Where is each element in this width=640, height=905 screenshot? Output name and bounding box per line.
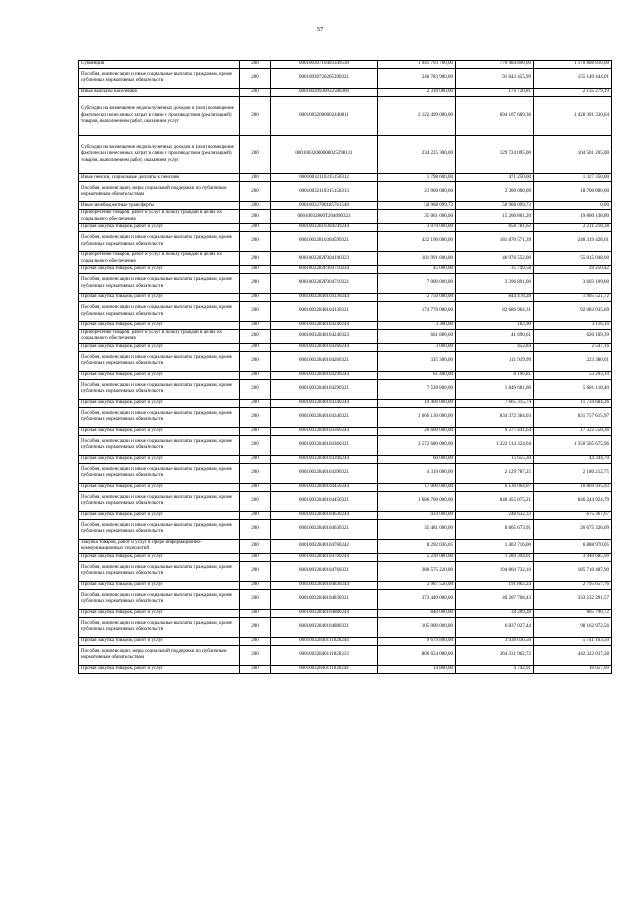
- table-row: [79, 301, 612, 321]
- table-row: [79, 637, 612, 645]
- row-budget-code-cell: 00010032000008025298111: [271, 135, 378, 174]
- table-row: [79, 427, 612, 435]
- row-admin-code-cell: 200: [240, 135, 271, 174]
- row-name-cell: Субвенции: [79, 61, 240, 69]
- row-executed-cell: 3 396 891,00: [456, 273, 534, 293]
- row-budget-code-cell: 00010032840104240244: [271, 322, 378, 330]
- row-approved-cell: 174 770 000,00: [378, 301, 456, 321]
- row-admin-code-cell: 200: [240, 491, 271, 511]
- row-admin-code-cell: 200: [240, 371, 271, 379]
- row-unexecuted-cell: 442 322 037,28: [534, 645, 612, 665]
- row-approved-cell: 2 987 520,00: [378, 581, 456, 589]
- row-admin-code-cell: 200: [240, 273, 271, 293]
- row-admin-code-cell: 200: [240, 665, 271, 673]
- row-unexecuted-cell: 53 203,19: [534, 371, 612, 379]
- row-name-cell: Субсидии на возмещение недополученных доходов и (или) возмещение фактически понесенных затрат в связи с производством (реализацией) товаров, выполнением работ, оказанием услуг: [79, 96, 240, 135]
- table-row: [79, 539, 612, 553]
- row-executed-cell: 6 130 064,07: [456, 483, 534, 491]
- row-approved-cell: 422 190 000,00: [378, 231, 456, 251]
- row-name-cell: Пособия, компенсации и иные социальные выплаты гражданам, кроме публичных нормативных обязательств: [79, 617, 240, 637]
- row-approved-cell: 661 800,00: [378, 329, 456, 343]
- row-approved-cell: 5 230 080,00: [378, 553, 456, 561]
- row-executed-cell: 6 837 027,44: [456, 617, 534, 637]
- row-unexecuted-cell: 185 710 487,90: [534, 561, 612, 581]
- row-name-cell: Пособия, компенсации и иные социальные выплаты гражданам, кроме публичных нормативных обязательств: [79, 589, 240, 609]
- row-name-cell: Прочая закупка товаров, работ и услуг: [79, 399, 240, 407]
- row-name-cell: Пособия, компенсации и иные социальные выплаты гражданам, кроме публичных нормативных обязательств: [79, 407, 240, 427]
- row-unexecuted-cell: 805 790,72: [534, 609, 612, 617]
- row-executed-cell: 174 720,81: [456, 88, 534, 96]
- row-executed-cell: 46 976 552,00: [456, 252, 534, 266]
- table-row: [79, 407, 612, 427]
- row-approved-cell: 3 000,00: [378, 343, 456, 351]
- row-name-cell: Прочая закупка товаров, работ и услуг: [79, 483, 240, 491]
- row-name-cell: Прочая закупка товаров, работ и услуг: [79, 609, 240, 617]
- row-admin-code-cell: 200: [240, 589, 271, 609]
- row-budget-code-cell: 00010032840104340321: [271, 407, 378, 427]
- table-row: [79, 491, 612, 511]
- table-row: [79, 210, 612, 224]
- row-unexecuted-cell: 155 140 444,01: [534, 68, 612, 88]
- row-unexecuted-cell: 1 327 350,00: [534, 174, 612, 182]
- row-executed-cell: 364 331 962,72: [456, 645, 534, 665]
- row-budget-code-cell: 00010032840104830244: [271, 581, 378, 589]
- row-name-cell: Пособия, компенсации и иные социальные выплаты гражданам, кроме публичных нормативных обязательств: [79, 379, 240, 399]
- table-row: [79, 379, 612, 399]
- row-unexecuted-cell: 2 795 657,76: [534, 581, 612, 589]
- row-unexecuted-cell: 846 244 924,79: [534, 491, 612, 511]
- row-name-cell: Прочая закупка товаров, работ и услуг: [79, 224, 240, 232]
- table-row: [79, 343, 612, 351]
- row-name-cell: Пособия, компенсации и иные социальные выплаты гражданам, кроме публичных нормативных обязательств: [79, 68, 240, 88]
- table-row: [79, 88, 612, 96]
- row-admin-code-cell: 200: [240, 329, 271, 343]
- row-approved-cell: 7 530 800,00: [378, 379, 456, 399]
- row-admin-code-cell: 200: [240, 182, 271, 202]
- row-unexecuted-cell: 98 162 972,56: [534, 617, 612, 637]
- row-unexecuted-cell: 0,00: [534, 202, 612, 210]
- row-approved-cell: 9 679 800,00: [378, 637, 456, 645]
- row-executed-cell: 91 643 455,99: [456, 68, 534, 88]
- table-row: [79, 617, 612, 637]
- row-name-cell: Пособия, компенсации и иные социальные выплаты гражданам, кроме публичных нормативных обязательств: [79, 351, 240, 371]
- row-executed-cell: 191 862,24: [456, 581, 534, 589]
- row-executed-cell: 858 781,62: [456, 224, 534, 232]
- row-name-cell: Пособия, компенсации, меры социальной поддержки по публичным нормативным обязательствам: [79, 182, 240, 202]
- row-approved-cell: 101 991 600,00: [378, 252, 456, 266]
- row-admin-code-cell: 200: [240, 96, 271, 135]
- table-row: [79, 553, 612, 561]
- row-executed-cell: 15 655,30: [456, 455, 534, 463]
- row-executed-cell: 1 403 716,00: [456, 539, 534, 553]
- table-row: [79, 96, 612, 135]
- row-budget-code-cell: 00010032810304599321: [271, 231, 378, 251]
- row-budget-code-cell: 00010032840104340244: [271, 399, 378, 407]
- row-unexecuted-cell: 19 800 138,80: [534, 210, 612, 224]
- table-row: [79, 322, 612, 330]
- row-budget-code-cell: 00010032840104360244: [271, 427, 378, 435]
- row-approved-cell: 2 572 680 000,00: [378, 435, 456, 455]
- row-executed-cell: 181 870 571,39: [456, 231, 534, 251]
- row-name-cell: Пособия, компенсации и иные социальные выплаты гражданам, кроме публичных нормативных обязательств: [79, 491, 240, 511]
- row-unexecuted-cell: 1 350 565 675,96: [534, 435, 612, 455]
- row-budget-code-cell: 00010030710403349530: [271, 61, 378, 69]
- row-name-cell: Иные межбюджетные трансферты: [79, 202, 240, 210]
- row-executed-cell: 1 849 681,60: [456, 379, 534, 399]
- row-name-cell: Пособия, компенсации и иные социальные выплаты гражданам, кроме публичных нормативных обязательств: [79, 519, 240, 539]
- row-unexecuted-cell: 1 905 521,72: [534, 294, 612, 302]
- table-row: [79, 589, 612, 609]
- table-row: [79, 455, 612, 463]
- row-approved-cell: 61 400,00: [378, 371, 456, 379]
- row-executed-cell: 111 919,99: [456, 351, 534, 371]
- row-budget-code-cell: 00010032840104830321: [271, 589, 378, 609]
- row-budget-code-cell: 00010032810304599244: [271, 224, 378, 232]
- row-name-cell: Пособия, компенсации и иные социальные выплаты гражданам, кроме публичных нормативных обязательств: [79, 463, 240, 483]
- row-unexecuted-cell: 620 109,39: [534, 329, 612, 343]
- table-row: [79, 266, 612, 274]
- row-unexecuted-cell: 2 211 218,38: [534, 224, 612, 232]
- row-executed-cell: 471 250,00: [456, 174, 534, 182]
- row-name-cell: Пособия, компенсации и иные социальные выплаты гражданам, кроме публичных нормативных обязательств: [79, 301, 240, 321]
- budget-execution-table: [78, 60, 612, 674]
- table-row: [79, 645, 612, 665]
- row-approved-cell: 246 783 900,00: [378, 68, 456, 88]
- row-executed-cell: 183,90: [456, 322, 534, 330]
- row-executed-cell: 8 805 673,91: [456, 519, 534, 539]
- row-unexecuted-cell: 29 250,42: [534, 266, 612, 274]
- row-unexecuted-cell: 6 888 970,05: [534, 539, 612, 553]
- table-row: [79, 511, 612, 519]
- row-approved-cell: 840 000,00: [378, 609, 456, 617]
- table-row: [79, 399, 612, 407]
- row-name-cell: Прочая закупка товаров, работ и услуг: [79, 455, 240, 463]
- row-approved-cell: 1 666 130 000,00: [378, 407, 456, 427]
- row-approved-cell: 45 000,00: [378, 266, 456, 274]
- row-unexecuted-cell: 44 344,70: [534, 455, 612, 463]
- row-budget-code-cell: 00010030720205390321: [271, 68, 378, 88]
- row-approved-cell: 7 000 000,00: [378, 273, 456, 293]
- row-admin-code-cell: 200: [240, 581, 271, 589]
- table-row: [79, 329, 612, 343]
- table-row: [79, 665, 612, 673]
- table-row: [79, 182, 612, 202]
- row-unexecuted-cell: 675 367,67: [534, 511, 612, 519]
- row-budget-code-cell: 00010032840104360321: [271, 435, 378, 455]
- row-approved-cell: 2 750 000,00: [378, 294, 456, 302]
- row-admin-code-cell: 200: [240, 202, 271, 210]
- table-row: [79, 224, 612, 232]
- row-executed-cell: 9 277 441,64: [456, 427, 534, 435]
- table-row: [79, 252, 612, 266]
- row-admin-code-cell: 200: [240, 645, 271, 665]
- row-name-cell: Прочая закупка товаров, работ и услуг: [79, 343, 240, 351]
- table-row: [79, 174, 612, 182]
- row-name-cell: Прочая закупка товаров, работ и услуг: [79, 637, 240, 645]
- table-row: [79, 483, 612, 491]
- row-approved-cell: 1 798 600,00: [378, 174, 456, 182]
- row-executed-cell: 129 724 095,00: [456, 135, 534, 174]
- row-admin-code-cell: 200: [240, 88, 271, 96]
- row-unexecuted-cell: 26 675 326,09: [534, 519, 612, 539]
- row-unexecuted-cell: 10 869 935,93: [534, 483, 612, 491]
- row-unexecuted-cell: 55 015 048,00: [534, 252, 612, 266]
- row-admin-code-cell: 200: [240, 210, 271, 224]
- row-budget-code-cell: 00010032840104880244: [271, 609, 378, 617]
- row-admin-code-cell: 200: [240, 343, 271, 351]
- table-row: [79, 609, 612, 617]
- row-admin-code-cell: 200: [240, 351, 271, 371]
- table-row: [79, 371, 612, 379]
- row-admin-code-cell: 200: [240, 174, 271, 182]
- row-name-cell: Приобретение товаров, работ и услуг в пользу граждан в целях их социального обеспечения: [79, 210, 240, 224]
- row-executed-cell: 834 372 384,03: [456, 407, 534, 427]
- table-row: [79, 351, 612, 371]
- row-admin-code-cell: 200: [240, 231, 271, 251]
- row-executed-cell: 3 938 636,50: [456, 637, 534, 645]
- row-admin-code-cell: 200: [240, 435, 271, 455]
- row-name-cell: Прочая закупка товаров, работ и услуг: [79, 511, 240, 519]
- row-admin-code-cell: 200: [240, 617, 271, 637]
- row-unexecuted-cell: 240 319 428,61: [534, 231, 612, 251]
- row-admin-code-cell: 200: [240, 68, 271, 88]
- table-row: [79, 68, 612, 88]
- row-unexecuted-cell: 1 170 808 810,00: [534, 61, 612, 69]
- row-budget-code-cell: 00010032840104260321: [271, 351, 378, 371]
- row-admin-code-cell: 200: [240, 224, 271, 232]
- row-executed-cell: 1 222 114 324,04: [456, 435, 534, 455]
- row-approved-cell: 234 225 300,00: [378, 135, 456, 174]
- row-budget-code-cell: 00010032840104880321: [271, 617, 378, 637]
- row-unexecuted-cell: 17 322 558,36: [534, 427, 612, 435]
- row-budget-code-cell: 00010032840104760242: [271, 539, 378, 553]
- row-name-cell: Приобретение товаров, работ и услуг в пользу граждан в целях их социального обеспечения: [79, 252, 240, 266]
- row-approved-cell: 19 400 000,00: [378, 399, 456, 407]
- row-unexecuted-cell: 831 757 615,97: [534, 407, 612, 427]
- row-name-cell: Пособия, компенсации и иные социальные выплаты гражданам, кроме публичных нормативных обязательств: [79, 273, 240, 293]
- row-budget-code-cell: 00010032110315150313: [271, 182, 378, 202]
- row-admin-code-cell: 200: [240, 463, 271, 483]
- row-executed-cell: 4 742,91: [456, 665, 534, 673]
- row-unexecuted-cell: 2 135 279,19: [534, 88, 612, 96]
- table-row: [79, 135, 612, 174]
- row-unexecuted-cell: 333 232 291,57: [534, 589, 612, 609]
- row-executed-cell: 34 209,28: [456, 609, 534, 617]
- row-admin-code-cell: 200: [240, 539, 271, 553]
- row-budget-code-cell: 00010032840104760244: [271, 553, 378, 561]
- row-executed-cell: 8 196,81: [456, 371, 534, 379]
- table-row: [79, 435, 612, 455]
- row-budget-code-cell: 00010032800Т204090323: [271, 210, 378, 224]
- row-approved-cell: 35 481 000,00: [378, 519, 456, 539]
- row-budget-code-cell: 0001003282Р304190323: [271, 252, 378, 266]
- row-approved-cell: 2 122 499 000,00: [378, 96, 456, 135]
- row-name-cell: Пособия, компенсации и иные социальные выплаты гражданам, кроме публичных нормативных обязательств: [79, 231, 240, 251]
- row-budget-code-cell: 00010032840104130244: [271, 294, 378, 302]
- row-budget-code-cell: 0001003282Р304710321: [271, 273, 378, 293]
- row-approved-cell: 60 000,00: [378, 455, 456, 463]
- row-executed-cell: 2 300 000,00: [456, 182, 534, 202]
- row-approved-cell: 1 941 793 700,00: [378, 61, 456, 69]
- row-budget-code-cell: 00010032840104630321: [271, 519, 378, 539]
- row-admin-code-cell: 200: [240, 266, 271, 274]
- row-budget-code-cell: 00010032840104450321: [271, 491, 378, 511]
- table-row: [79, 273, 612, 293]
- row-admin-code-cell: 200: [240, 322, 271, 330]
- row-approved-cell: 335 300,00: [378, 351, 456, 371]
- row-executed-cell: 194 864 732,10: [456, 561, 534, 581]
- row-executed-cell: 35 749,58: [456, 266, 534, 274]
- row-unexecuted-cell: 223 380,01: [534, 351, 612, 371]
- row-executed-cell: 694 107 669,36: [456, 96, 534, 135]
- row-executed-cell: 82 686 964,31: [456, 301, 534, 321]
- row-admin-code-cell: 200: [240, 301, 271, 321]
- row-name-cell: Прочая закупка товаров, работ и услуг: [79, 553, 240, 561]
- table-row: [79, 202, 612, 210]
- row-budget-code-cell: 00010032840104390321: [271, 463, 378, 483]
- row-executed-cell: 40 207 708,43: [456, 589, 534, 609]
- row-name-cell: Прочая закупка товаров, работ и услуг: [79, 665, 240, 673]
- table-row: [79, 561, 612, 581]
- row-admin-code-cell: 200: [240, 294, 271, 302]
- row-approved-cell: 373 440 000,00: [378, 589, 456, 609]
- row-budget-code-cell: 00010032840104630244: [271, 511, 378, 519]
- row-admin-code-cell: 200: [240, 609, 271, 617]
- row-name-cell: Прочая закупка товаров, работ и услуг: [79, 266, 240, 274]
- row-unexecuted-cell: 104 501 205,00: [534, 135, 612, 174]
- row-executed-cell: 452,84: [456, 343, 534, 351]
- row-executed-cell: 41 690,61: [456, 329, 534, 343]
- row-budget-code-cell: 00010032840104390244: [271, 455, 378, 463]
- row-name-cell: Иные пенсии, социальные доплаты к пенсиям: [79, 174, 240, 182]
- row-unexecuted-cell: 92 083 035,69: [534, 301, 612, 321]
- row-unexecuted-cell: 18 700 000,00: [534, 182, 612, 202]
- row-name-cell: Закупка товаров, работ и услуг в сфере информационно-коммуникационных технологий: [79, 539, 240, 553]
- row-budget-code-cell: 00010032000002440811: [271, 96, 378, 135]
- row-executed-cell: 840 455 075,21: [456, 491, 534, 511]
- row-admin-code-cell: 200: [240, 407, 271, 427]
- row-admin-code-cell: 200: [240, 483, 271, 491]
- row-approved-cell: 3 300,00: [378, 322, 456, 330]
- row-admin-code-cell: 200: [240, 519, 271, 539]
- row-approved-cell: 380 575 220,00: [378, 561, 456, 581]
- row-admin-code-cell: 200: [240, 553, 271, 561]
- row-admin-code-cell: 200: [240, 427, 271, 435]
- row-approved-cell: 2 310 000,00: [378, 88, 456, 96]
- row-budget-code-cell: 00010032840104290244: [271, 371, 378, 379]
- row-name-cell: Прочая закупка товаров, работ и услуг: [79, 581, 240, 589]
- row-admin-code-cell: 200: [240, 455, 271, 463]
- row-executed-cell: 248 632,33: [456, 511, 534, 519]
- table-row: [79, 463, 612, 483]
- row-budget-code-cell: 00010032840104130321: [271, 301, 378, 321]
- row-executed-cell: 2 129 787,25: [456, 463, 534, 483]
- row-executed-cell: 15 260 861,20: [456, 210, 534, 224]
- row-approved-cell: 4 310 000,00: [378, 463, 456, 483]
- row-budget-code-cell: 00010032840111030244: [271, 665, 378, 673]
- row-approved-cell: 17 000 000,00: [378, 483, 456, 491]
- row-budget-code-cell: 00010030930032580360: [271, 88, 378, 96]
- row-name-cell: Пособия, компенсации и иные социальные выплаты гражданам, кроме публичных нормативных обязательств: [79, 435, 240, 455]
- row-approved-cell: 8 292 036,05: [378, 539, 456, 553]
- row-name-cell: Пособия, компенсации и иные социальные выплаты гражданам, кроме публичных нормативных обязательств: [79, 561, 240, 581]
- row-admin-code-cell: 200: [240, 61, 271, 69]
- row-approved-cell: 806 654 000,00: [378, 645, 456, 665]
- row-approved-cell: 50 968 099,73: [378, 202, 456, 210]
- table-row: [79, 519, 612, 539]
- row-budget-code-cell: 00010032840104450244: [271, 483, 378, 491]
- row-budget-code-cell: 0001003282Р304710244: [271, 266, 378, 274]
- row-unexecuted-cell: 10 057,09: [534, 665, 612, 673]
- row-unexecuted-cell: 5 741 163,50: [534, 637, 612, 645]
- row-unexecuted-cell: 3 603 109,00: [534, 273, 612, 293]
- row-budget-code-cell: 00010032840104240323: [271, 329, 378, 343]
- row-name-cell: Прочая закупка товаров, работ и услуг: [79, 427, 240, 435]
- row-unexecuted-cell: 2 180 212,75: [534, 463, 612, 483]
- row-executed-cell: 50 968 099,73: [456, 202, 534, 210]
- row-approved-cell: 14 800,00: [378, 665, 456, 673]
- row-approved-cell: 105 000 000,00: [378, 617, 456, 637]
- page-number: 57: [316, 26, 324, 33]
- row-name-cell: Прочая закупка товаров, работ и услуг: [79, 322, 240, 330]
- row-approved-cell: 924 000,00: [378, 511, 456, 519]
- row-unexecuted-cell: 5 681 118,40: [534, 379, 612, 399]
- row-budget-code-cell: 00010032840104290321: [271, 379, 378, 399]
- row-budget-code-cell: 00010032840104260244: [271, 343, 378, 351]
- row-admin-code-cell: 200: [240, 379, 271, 399]
- row-name-cell: Прочая закупка товаров, работ и услуг: [79, 294, 240, 302]
- row-unexecuted-cell: 3 116,10: [534, 322, 612, 330]
- row-approved-cell: 26 600 000,00: [378, 427, 456, 435]
- table-row: [79, 581, 612, 589]
- row-budget-code-cell: 00010032840104760321: [271, 561, 378, 581]
- row-executed-cell: 1 289 394,01: [456, 553, 534, 561]
- table-body: [79, 61, 612, 674]
- row-approved-cell: 21 000 000,00: [378, 182, 456, 202]
- row-approved-cell: 1 686 700 000,00: [378, 491, 456, 511]
- row-unexecuted-cell: 11 734 684,26: [534, 399, 612, 407]
- row-budget-code-cell: 00010032110315150312: [271, 174, 378, 182]
- row-name-cell: Пособия, компенсации, меры социальной поддержки по публичным нормативным обязательствам: [79, 645, 240, 665]
- row-approved-cell: 3 070 000,00: [378, 224, 456, 232]
- row-admin-code-cell: 200: [240, 637, 271, 645]
- row-executed-cell: 7 665 315,74: [456, 399, 534, 407]
- row-unexecuted-cell: 2 547,16: [534, 343, 612, 351]
- row-unexecuted-cell: 1 428 391 330,64: [534, 96, 612, 135]
- row-admin-code-cell: 200: [240, 511, 271, 519]
- row-admin-code-cell: 200: [240, 399, 271, 407]
- row-unexecuted-cell: 3 940 685,99: [534, 553, 612, 561]
- row-name-cell: Прочая закупка товаров, работ и услуг: [79, 371, 240, 379]
- table-row: [79, 231, 612, 251]
- row-budget-code-cell: 00010032700185761540: [271, 202, 378, 210]
- row-admin-code-cell: 200: [240, 252, 271, 266]
- row-name-cell: Приобретение товаров, работ и услуг в пользу граждан в целях их социального обеспечения: [79, 329, 240, 343]
- row-executed-cell: 844 478,28: [456, 294, 534, 302]
- table-row: [79, 294, 612, 302]
- row-budget-code-cell: 00010032840111020244: [271, 637, 378, 645]
- row-name-cell: Иные выплаты населению: [79, 88, 240, 96]
- row-name-cell: Субсидии на возмещение недополученных доходов и (или) возмещение фактически понесенных затрат в связи с производством (реализацией) товаров, выполнением работ, оказанием услуг: [79, 135, 240, 174]
- row-executed-cell: 770 984 890,00: [456, 61, 534, 69]
- table-row: [79, 61, 612, 69]
- row-admin-code-cell: 200: [240, 561, 271, 581]
- row-budget-code-cell: 00010032840111020313: [271, 645, 378, 665]
- row-approved-cell: 35 061 000,00: [378, 210, 456, 224]
